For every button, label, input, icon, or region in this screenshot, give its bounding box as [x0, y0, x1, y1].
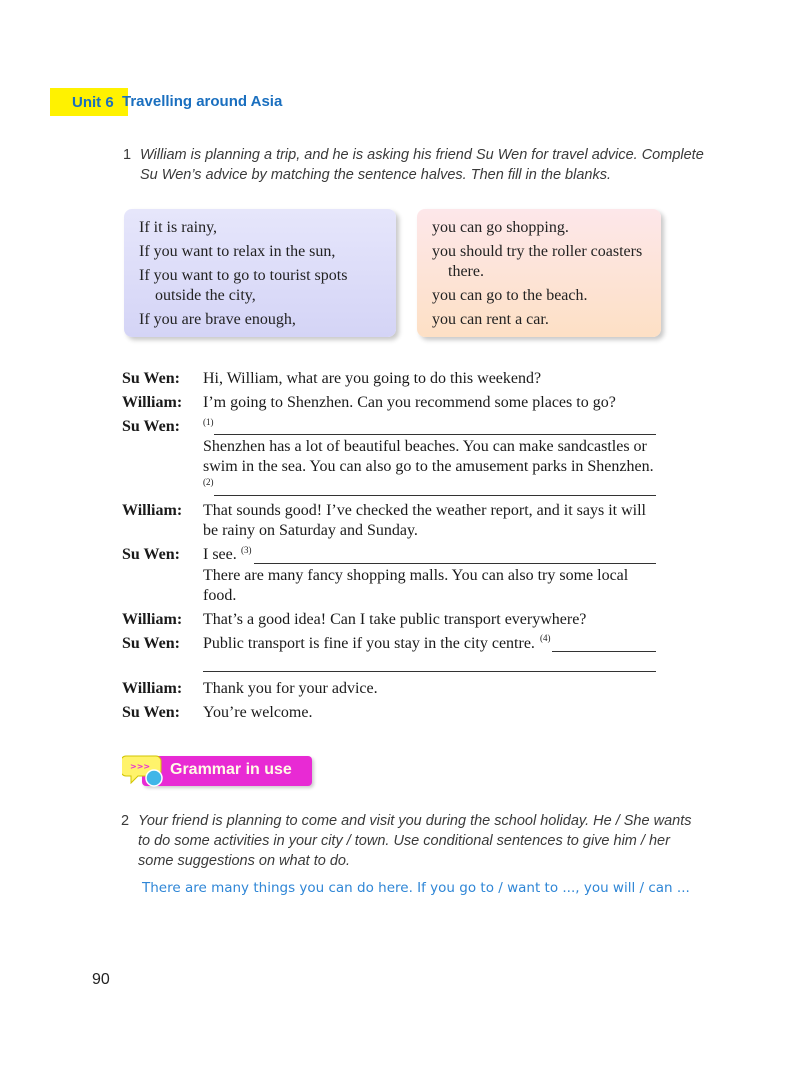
- blank-marker-3: (3): [241, 545, 252, 555]
- dialogue-line: You’re welcome.: [203, 704, 313, 721]
- dialogue-line: I’m going to Shenzhen. Can you recommend some places to go?: [203, 394, 616, 411]
- box-left-item: If you want to relax in the sun,: [139, 243, 336, 260]
- page-number: 90: [92, 971, 110, 988]
- exercise2-instruction-line: some suggestions on what to do.: [138, 853, 350, 869]
- exercise2-instruction-line: to do some activities in your city / town. Use conditional sentences to give him / her: [138, 833, 670, 849]
- speaker-label: Su Wen:: [122, 704, 180, 721]
- box-left-item: outside the city,: [155, 287, 256, 304]
- box-left-item: If you want to go to tourist spots: [139, 267, 348, 284]
- box-left-item: If it is rainy,: [139, 219, 218, 236]
- speaker-label: William:: [122, 394, 183, 411]
- blank-marker-2: (2): [203, 477, 214, 487]
- grammar-section-title: Grammar in use: [170, 761, 292, 778]
- answer-blank-4[interactable]: [552, 651, 656, 652]
- unit-number: Unit 6: [72, 93, 114, 111]
- dialogue-line: Thank you for your advice.: [203, 680, 378, 697]
- blank-marker-4: (4): [540, 633, 551, 643]
- dialogue-line: food.: [203, 587, 237, 604]
- speech-bubble-icon-text: >>>: [130, 762, 151, 771]
- exercise2-instruction: [121, 811, 692, 871]
- exercise2-instruction-line: Your friend is planning to come and visit you during the school holiday. He / She wants: [138, 813, 692, 829]
- box-right-item: you can go shopping.: [432, 219, 569, 236]
- speaker-label: William:: [122, 680, 183, 697]
- grammar-in-use-banner: [122, 752, 314, 790]
- unit-title: Travelling around Asia: [122, 93, 283, 110]
- sentence-endings-box: [417, 209, 661, 337]
- sentence-beginnings-box: [124, 209, 396, 337]
- dialogue-line: be rainy on Saturday and Sunday.: [203, 522, 418, 539]
- speaker-label: Su Wen:: [122, 370, 180, 387]
- speaker-label: Su Wen:: [122, 546, 180, 563]
- dialogue-line: That’s a good idea! Can I take public transport everywhere?: [203, 611, 587, 628]
- dialogue-line: That sounds good! I’ve checked the weather report, and it says it will: [203, 502, 646, 519]
- box-right-item: you can rent a car.: [432, 311, 549, 328]
- dialogue-line: Hi, William, what are you going to do this weekend?: [203, 370, 542, 387]
- speaker-label: William:: [122, 611, 183, 628]
- answer-blank-4-continued[interactable]: [203, 671, 656, 672]
- dialogue-line: There are many fancy shopping malls. You can also try some local: [203, 567, 629, 584]
- dialogue-line: I see.: [203, 546, 237, 563]
- exercise1-instruction-line: William is planning a trip, and he is asking his friend Su Wen for travel advice. Complete: [140, 147, 704, 163]
- exercise1-number: 1: [123, 147, 132, 163]
- box-right-item: you can go to the beach.: [432, 287, 588, 304]
- blank-marker-1: (1): [203, 417, 214, 427]
- speech-bubble-icon: [122, 752, 168, 790]
- answer-blank-1[interactable]: [214, 434, 656, 435]
- dialogue-line: Public transport is fine if you stay in the city centre.: [203, 635, 535, 652]
- box-right-item: there.: [448, 263, 484, 280]
- exercise1-instruction: [123, 145, 704, 185]
- speaker-label: William:: [122, 502, 183, 519]
- box-right-item: you should try the roller coasters: [432, 243, 643, 260]
- dialogue-line: Shenzhen has a lot of beautiful beaches. You can make sandcastles or: [203, 438, 647, 455]
- box-left-item: If you are brave enough,: [139, 311, 296, 328]
- exercise2-number: 2: [121, 813, 130, 829]
- unit-tag: [50, 88, 128, 116]
- speaker-label: Su Wen:: [122, 635, 180, 652]
- speaker-label: Su Wen:: [122, 418, 180, 435]
- dialogue-line: swim in the sea. You can also go to the amusement parks in Shenzhen.: [203, 458, 654, 475]
- example-sentence: There are many things you can do here. If you go to / want to ..., you will / can ...: [142, 880, 690, 896]
- answer-blank-3[interactable]: [254, 563, 656, 564]
- exercise1-instruction-line: Su Wen’s advice by matching the sentence halves. Then fill in the blanks.: [140, 167, 611, 183]
- answer-blank-2[interactable]: [214, 495, 656, 496]
